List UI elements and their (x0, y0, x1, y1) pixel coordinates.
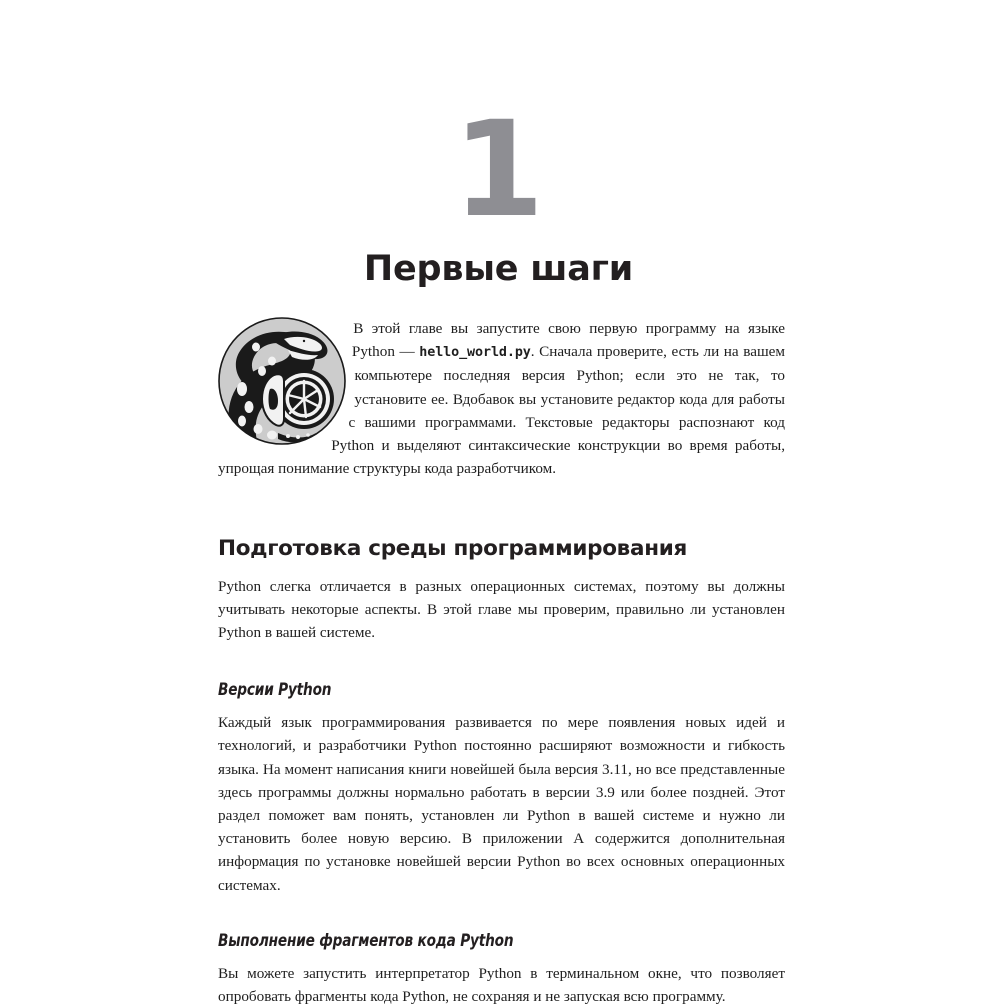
subsection-heading-python-versions: Версии Python (218, 680, 332, 700)
python-snake-camera-emblem-icon (218, 317, 346, 445)
page-content (218, 536, 785, 1008)
subsection-body-running-python-snippets: Вы можете запустить интерпретатор Python в терминальном окне, что позволяет опробовать фрагменты кода Python, не сохраняя и не запуская всю программу. (218, 964, 785, 1005)
subsection-heading-running-python-snippets: Выполнение фрагментов кода Python (218, 930, 514, 950)
section-spacer (218, 644, 785, 680)
subsection-body-python-versions: Каждый язык программирования развивается по мере появления новых идей и технологий, и разработчики Python постоянно расширяют возможности и гибкость языка. На момент написания книги новейшей была версия 3.11, но все представленные здесь программы должны нормально работать в версии 3.9 или более поздней. Этот раздел поможет вам понять, установлен ли Python в вашей системе и нужно ли установить более новую версию. В приложении А содержится дополнительная информация по установке новейшей версии Python во всех основных операционных системах. (218, 714, 785, 894)
subsection-spacer (218, 897, 785, 931)
section-heading-environment-setup: Подготовка среды программирования (218, 536, 688, 561)
intro-text-part-1: В этой главе вы запустите свою первую программу на языке Python — (351, 320, 785, 361)
inline-code-filename: hello_world.py (419, 345, 531, 361)
intro-text-part-2: . Сначала проверите, есть ли на вашем компьютере последняя версия Python; если это не так, то установите ее. Вдобавок вы установите редактор кода для работы с вашими программами. Текстовые редакторы распознают код Python и выделяют синтаксические конструкции во время работы, упрощая понимание структуры кода разработчиком. (218, 343, 786, 478)
page-title: Первые шаги (363, 249, 634, 289)
chapter-number: 1 (452, 93, 543, 247)
chapter-intro-block (218, 317, 785, 480)
section-body-environment-setup: Python слегка отличается в разных операционных системах, поэтому вы должны учитывать некоторые аспекты. В этой главе мы проверим, правильно ли установлен Python в вашей системе. (218, 577, 785, 642)
chapter-opener (218, 93, 785, 289)
